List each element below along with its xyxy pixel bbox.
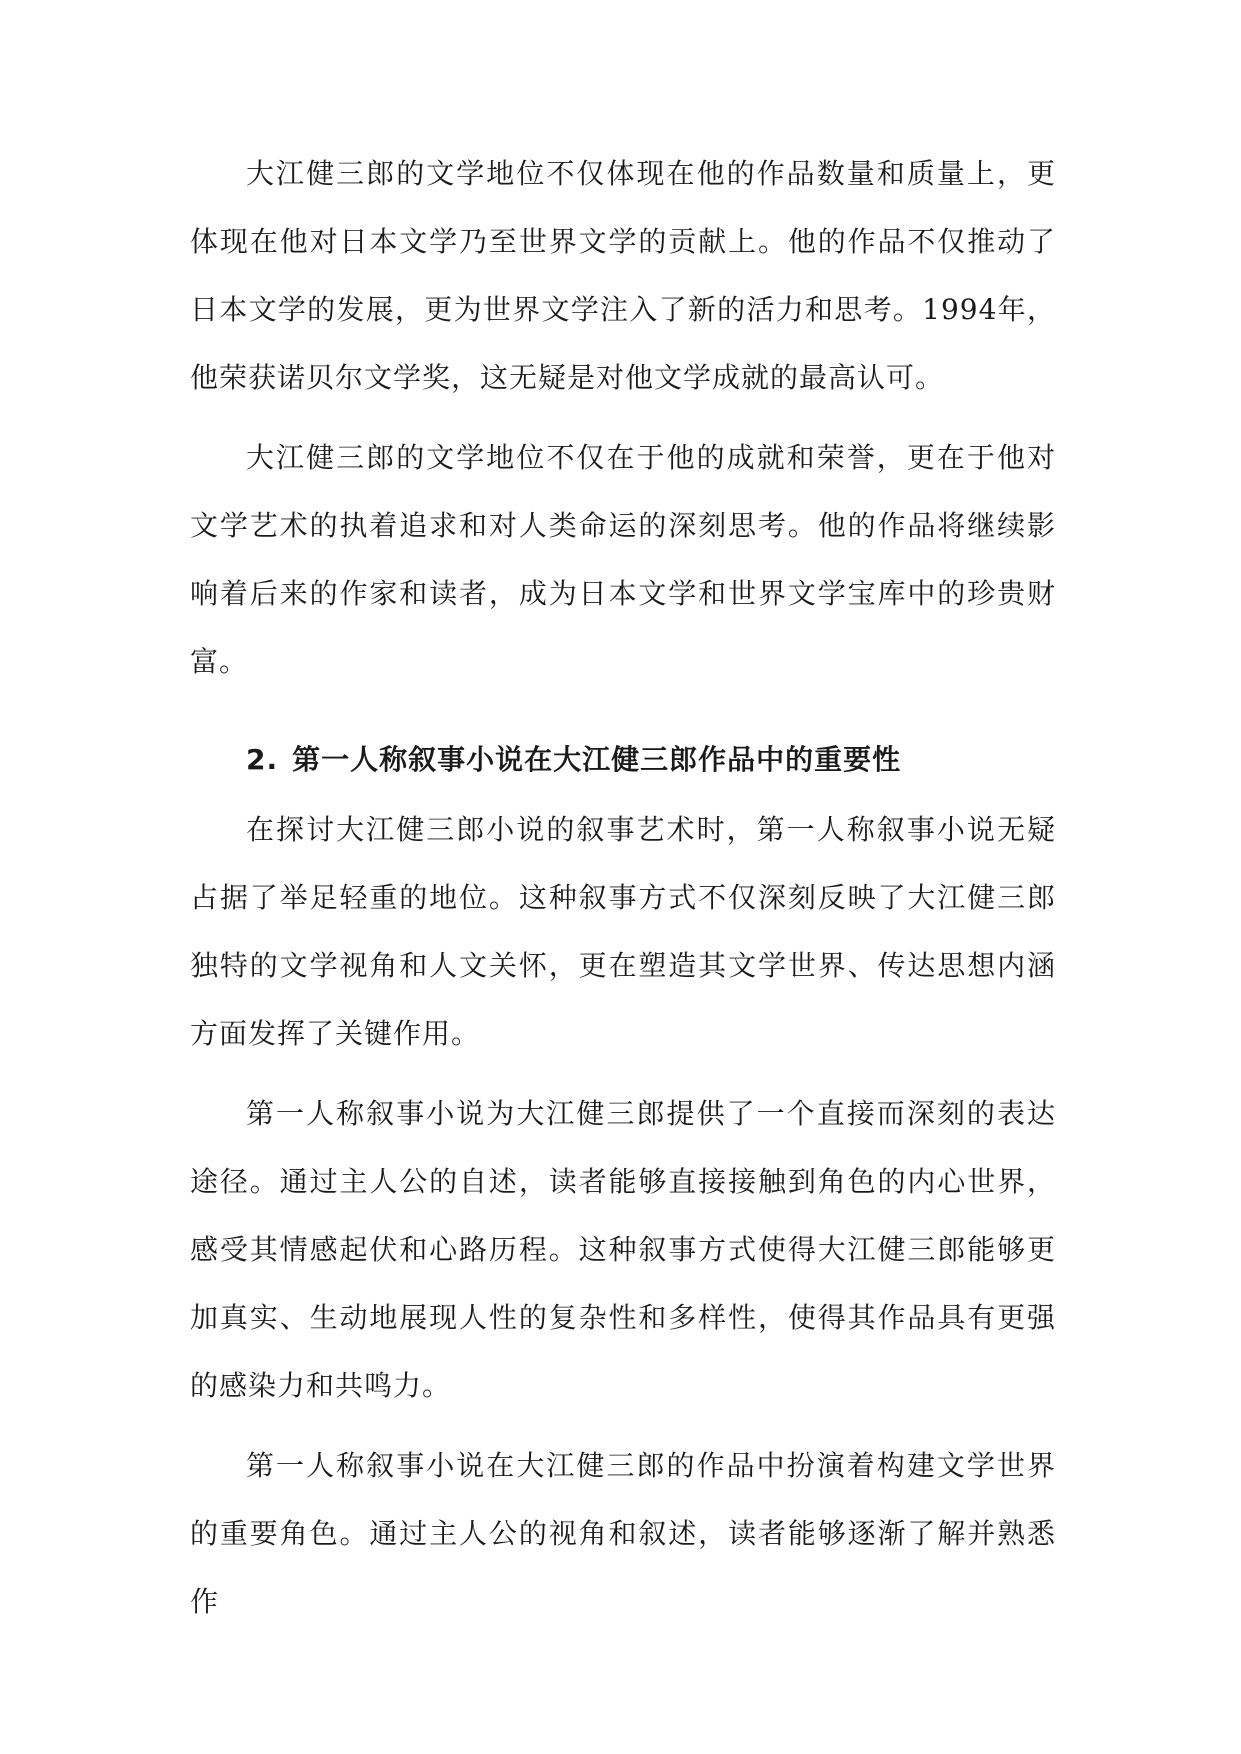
section-number: 2.: [246, 743, 279, 776]
paragraph-literary-legacy: 大江健三郎的文学地位不仅在于他的成就和荣誉，更在于他对文学艺术的执着追求和对人类命运的深刻思考。他的作品将继续影响着后来的作家和读者，成为日本文学和世界文学宝库中的珍贵财富。: [190, 441, 1056, 678]
paragraph-literary-status: 大江健三郎的文学地位不仅体现在他的作品数量和质量上，更体现在他对日本文学乃至世界文学的贡献上。他的作品不仅推动了日本文学的发展，更为世界文学注入了新的活力和思考。1994年，他荣获诺贝尔文学奖，这无疑是对他文学成就的最高认可。: [190, 157, 1056, 394]
paragraph-narrative-importance: 在探讨大江健三郎小说的叙事艺术时，第一人称叙事小说无疑占据了举足轻重的地位。这种叙事方式不仅深刻反映了大江健三郎独特的文学视角和人文关怀，更在塑造其文学世界、传达思想内涵方面发挥了关键作用。: [190, 813, 1056, 1050]
paragraph-world-building: 第一人称叙事小说在大江健三郎的作品中扮演着构建文学世界的重要角色。通过主人公的视角和叙述，读者能够逐渐了解并熟悉作: [190, 1449, 1056, 1618]
document-body: [190, 140, 1056, 1648]
section-heading: [190, 726, 1056, 794]
paragraph-expression-path: 第一人称叙事小说为大江健三郎提供了一个直接而深刻的表达途径。通过主人公的自述，读者能够直接接触到角色的内心世界，感受其情感起伏和心路历程。这种叙事方式使得大江健三郎能够更加真实、生动地展现人性的复杂性和多样性，使得其作品具有更强的感染力和共鸣力。: [190, 1097, 1056, 1402]
section-title: 第一人称叙事小说在大江健三郎作品中的重要性: [292, 743, 902, 776]
